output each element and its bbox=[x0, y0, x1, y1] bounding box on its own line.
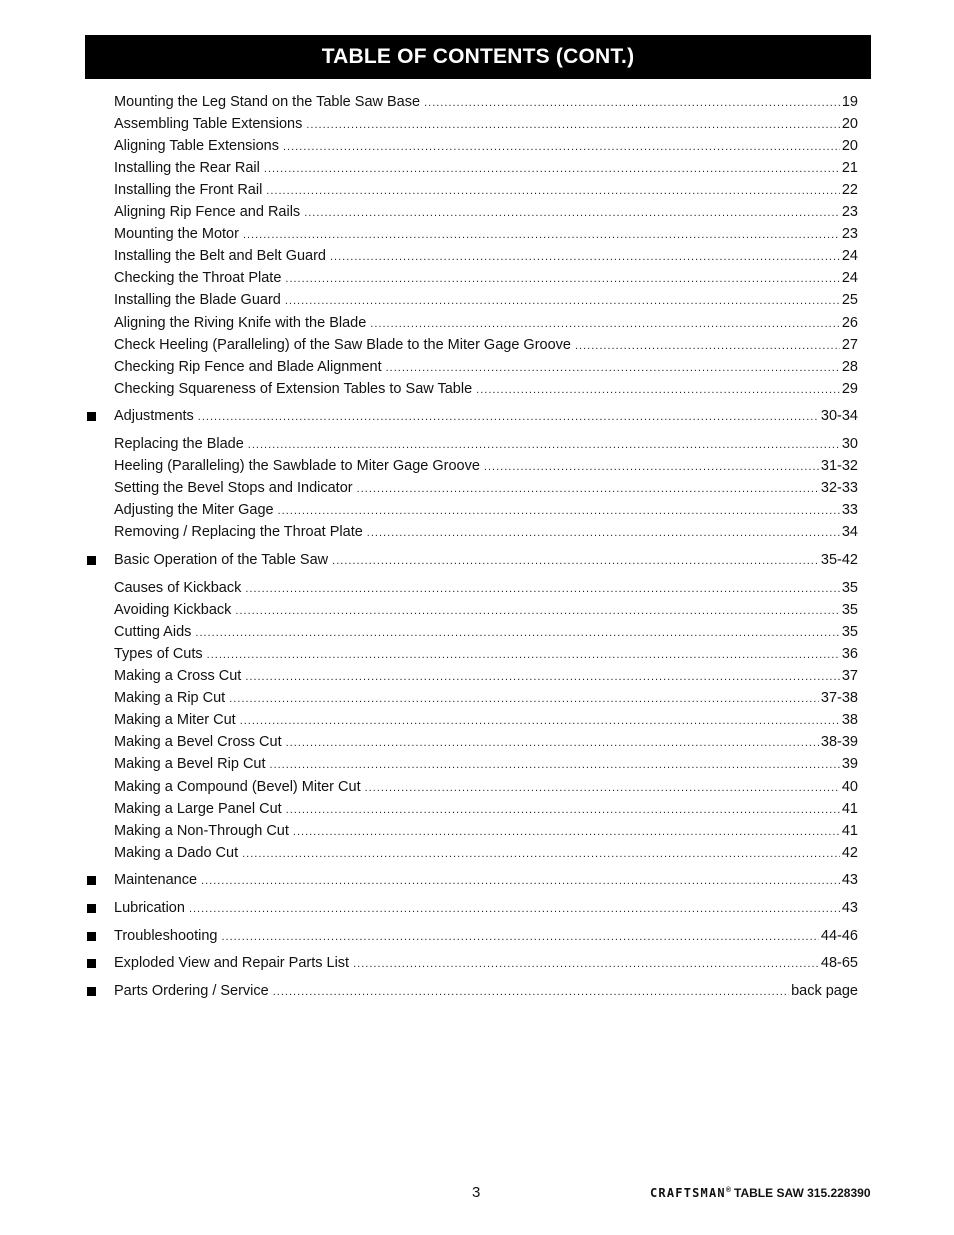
toc-entry bbox=[114, 224, 858, 244]
toc-entry-page: 24 bbox=[841, 248, 858, 265]
toc-entry-label: Causes of Kickback bbox=[114, 579, 242, 596]
toc-entry-page: 41 bbox=[841, 800, 858, 817]
toc-entry-page: 35 bbox=[841, 601, 858, 618]
dot-leader bbox=[367, 523, 840, 543]
toc-entry-label: Exploded View and Repair Parts List bbox=[114, 955, 350, 972]
dot-leader bbox=[370, 314, 840, 334]
square-bullet-icon bbox=[87, 987, 96, 996]
toc-entry-page: 20 bbox=[841, 115, 858, 132]
toc-entry bbox=[114, 92, 858, 112]
toc-entry bbox=[114, 870, 858, 890]
dot-leader bbox=[283, 137, 840, 157]
toc-entry bbox=[114, 313, 858, 333]
toc-entry bbox=[114, 180, 858, 200]
toc-entry bbox=[114, 688, 858, 708]
toc-entry-page: 39 bbox=[841, 756, 858, 773]
toc-entry-page: 42 bbox=[841, 844, 858, 861]
dot-leader bbox=[266, 181, 840, 201]
dot-leader bbox=[330, 247, 840, 267]
dot-leader bbox=[353, 954, 819, 974]
toc-entry bbox=[114, 799, 858, 819]
square-bullet-icon bbox=[87, 959, 96, 968]
toc-entry-page: 22 bbox=[841, 181, 858, 198]
toc-entry bbox=[114, 357, 858, 377]
dot-leader bbox=[484, 457, 819, 477]
toc-entry bbox=[114, 600, 858, 620]
dot-leader bbox=[221, 927, 818, 947]
toc-entry bbox=[114, 981, 858, 1001]
toc-entry bbox=[114, 522, 858, 542]
square-bullet-icon bbox=[87, 556, 96, 565]
dot-leader bbox=[245, 579, 840, 599]
dot-leader bbox=[242, 844, 840, 864]
toc-entry-page: 20 bbox=[841, 137, 858, 154]
toc-entry-page: 35 bbox=[841, 579, 858, 596]
dot-leader bbox=[245, 667, 840, 687]
dot-leader bbox=[229, 689, 819, 709]
dot-leader bbox=[476, 380, 840, 400]
toc-entry-label: Parts Ordering / Service bbox=[114, 982, 269, 999]
toc-entry-page: 31-32 bbox=[820, 458, 858, 475]
toc-entry-label: Adjustments bbox=[114, 408, 194, 425]
toc-entry-page: 48-65 bbox=[820, 955, 858, 972]
toc-entry bbox=[114, 843, 858, 863]
toc-entry-label: Making a Non-Through Cut bbox=[114, 822, 289, 839]
toc-entry bbox=[114, 290, 858, 310]
toc-entry-label: Replacing the Blade bbox=[114, 436, 244, 452]
dot-leader bbox=[365, 778, 840, 798]
square-bullet-icon bbox=[87, 412, 96, 421]
square-bullet-icon bbox=[87, 904, 96, 913]
dot-leader bbox=[293, 822, 840, 842]
toc-entry bbox=[114, 777, 858, 797]
toc-entry-page: 35 bbox=[841, 623, 858, 640]
toc-entry bbox=[114, 478, 858, 498]
footer-brand bbox=[650, 1186, 871, 1200]
dot-leader bbox=[198, 407, 819, 427]
toc-entry-label: Making a Rip Cut bbox=[114, 690, 226, 707]
toc-entry-label: Aligning Rip Fence and Rails bbox=[114, 204, 301, 220]
toc-entry bbox=[114, 666, 858, 686]
dot-leader bbox=[285, 269, 839, 289]
toc-entry-label: Installing the Rear Rail bbox=[114, 159, 260, 176]
page-title: TABLE OF CONTENTS (CONT.) bbox=[321, 45, 635, 68]
toc-entry bbox=[114, 732, 858, 752]
dot-leader bbox=[273, 982, 789, 1002]
toc-entry bbox=[114, 926, 858, 946]
toc-entry bbox=[114, 644, 858, 664]
toc-entry-page: 26 bbox=[841, 314, 858, 331]
toc-entry bbox=[114, 953, 858, 973]
toc-entry bbox=[114, 202, 858, 222]
toc-entry-label: Cutting Aids bbox=[114, 623, 192, 640]
toc-entry bbox=[114, 379, 858, 399]
toc-entry-label: Adjusting the Miter Gage bbox=[114, 502, 274, 519]
toc-entry-page: 43 bbox=[841, 900, 858, 916]
toc-entry-page: 21 bbox=[841, 159, 858, 176]
dot-leader bbox=[357, 479, 819, 499]
toc-entry bbox=[114, 500, 858, 520]
dot-leader bbox=[286, 800, 840, 820]
toc-entry-label: Making a Bevel Rip Cut bbox=[114, 756, 266, 773]
toc-entry-label: Mounting the Motor bbox=[114, 226, 239, 243]
toc-entry-label: Making a Large Panel Cut bbox=[114, 800, 282, 817]
toc-entry-page: 35-42 bbox=[820, 552, 858, 568]
toc-entry bbox=[114, 821, 858, 841]
toc-entry-label: Removing / Replacing the Throat Plate bbox=[114, 524, 363, 541]
toc-entry-page: 19 bbox=[841, 93, 858, 110]
toc-entry-page: 30 bbox=[841, 436, 858, 452]
toc-entry bbox=[114, 335, 858, 355]
toc-entry-label: Checking Squareness of Extension Tables to Saw Table bbox=[114, 380, 473, 397]
toc-entry-page: back page bbox=[791, 982, 858, 999]
toc-entry-label: Lubrication bbox=[114, 900, 185, 916]
toc-entry-page: 23 bbox=[841, 204, 858, 220]
toc-entry-label: Heeling (Paralleling) the Sawblade to Miter Gage Groove bbox=[114, 458, 480, 475]
toc-entry-page: 40 bbox=[841, 778, 858, 795]
dot-leader bbox=[278, 501, 840, 521]
toc-entry-label: Installing the Front Rail bbox=[114, 181, 263, 198]
toc-entry-label: Types of Cuts bbox=[114, 645, 203, 662]
dot-leader bbox=[189, 899, 840, 919]
toc-entry-label: Mounting the Leg Stand on the Table Saw Base bbox=[114, 93, 421, 110]
toc-entry-label: Checking Rip Fence and Blade Alignment bbox=[114, 358, 382, 375]
square-bullet-icon bbox=[87, 932, 96, 941]
dot-leader bbox=[195, 623, 839, 643]
toc-entry-page: 32-33 bbox=[820, 480, 858, 497]
brand-logo: CRAFTSMAN bbox=[650, 1186, 726, 1200]
dot-leader bbox=[332, 551, 819, 571]
toc-entry bbox=[114, 246, 858, 266]
toc-entry bbox=[114, 158, 858, 178]
dot-leader bbox=[424, 93, 840, 113]
toc-entry-page: 37 bbox=[841, 668, 858, 684]
dot-leader bbox=[286, 733, 819, 753]
toc-entry bbox=[114, 622, 858, 642]
header-bar bbox=[85, 35, 871, 79]
dot-leader bbox=[240, 711, 840, 731]
toc-entry-label: Aligning Table Extensions bbox=[114, 137, 279, 154]
toc-entry-label: Check Heeling (Paralleling) of the Saw Blade to the Miter Gage Groove bbox=[114, 336, 571, 353]
toc-entry-label: Making a Bevel Cross Cut bbox=[114, 734, 282, 751]
dot-leader bbox=[235, 601, 839, 621]
toc-entry-page: 38 bbox=[841, 712, 858, 729]
toc-entry bbox=[114, 898, 858, 918]
toc-entry-label: Making a Compound (Bevel) Miter Cut bbox=[114, 778, 361, 795]
dot-leader bbox=[575, 336, 840, 356]
toc-entry-page: 33 bbox=[841, 502, 858, 519]
dot-leader bbox=[270, 755, 840, 775]
toc-entry-page: 25 bbox=[841, 292, 858, 309]
toc-entry-page: 30-34 bbox=[820, 408, 858, 425]
toc-entry-label: Checking the Throat Plate bbox=[114, 270, 282, 287]
toc-entry-page: 23 bbox=[841, 226, 858, 243]
toc-entry-label: Making a Dado Cut bbox=[114, 844, 239, 861]
toc-entry-label: Setting the Bevel Stops and Indicator bbox=[114, 480, 353, 497]
toc-entry bbox=[114, 578, 858, 598]
registered-mark: ® bbox=[725, 1187, 731, 1194]
page-number: 3 bbox=[472, 1184, 481, 1201]
toc-entry-label: Installing the Belt and Belt Guard bbox=[114, 248, 326, 265]
toc-entry-label: Troubleshooting bbox=[114, 927, 218, 944]
toc-entry-page: 38-39 bbox=[820, 734, 858, 751]
toc-entry bbox=[114, 710, 858, 730]
toc-entry-label: Making a Miter Cut bbox=[114, 712, 236, 729]
toc-entry-page: 27 bbox=[841, 336, 858, 353]
dot-leader bbox=[304, 203, 840, 223]
toc-entry bbox=[114, 114, 858, 134]
toc-entry-label: Assembling Table Extensions bbox=[114, 115, 303, 132]
toc-entry-page: 41 bbox=[841, 822, 858, 839]
toc-entry-page: 37-38 bbox=[820, 690, 858, 707]
dot-leader bbox=[248, 435, 840, 455]
dot-leader bbox=[386, 358, 840, 378]
toc-entry-page: 24 bbox=[841, 270, 858, 287]
toc-entry-page: 28 bbox=[841, 358, 858, 375]
toc-entry bbox=[114, 268, 858, 288]
toc-entry-page: 44-46 bbox=[820, 927, 858, 944]
toc-entry-page: 36 bbox=[841, 645, 858, 662]
toc-entry bbox=[114, 136, 858, 156]
toc-entry-label: Installing the Blade Guard bbox=[114, 292, 281, 309]
dot-leader bbox=[243, 225, 840, 245]
toc-entry bbox=[114, 550, 858, 570]
toc-entry-label: Basic Operation of the Table Saw bbox=[114, 552, 329, 568]
dot-leader bbox=[285, 291, 840, 311]
dot-leader bbox=[201, 871, 840, 891]
toc-entry-page: 29 bbox=[841, 380, 858, 397]
dot-leader bbox=[207, 645, 840, 665]
dot-leader bbox=[306, 115, 840, 135]
toc-entry-label: Making a Cross Cut bbox=[114, 668, 242, 684]
toc-entry-page: 34 bbox=[841, 524, 858, 541]
toc-entry bbox=[114, 754, 858, 774]
toc-entry bbox=[114, 406, 858, 426]
dot-leader bbox=[264, 159, 840, 179]
toc-entry-label: Maintenance bbox=[114, 872, 198, 889]
toc-entry bbox=[114, 456, 858, 476]
toc-entry-label: Aligning the Riving Knife with the Blade bbox=[114, 314, 367, 331]
square-bullet-icon bbox=[87, 876, 96, 885]
toc-entry bbox=[114, 434, 858, 454]
toc-entry-label: Avoiding Kickback bbox=[114, 601, 232, 618]
toc-entry-page: 43 bbox=[841, 872, 858, 889]
model-label: TABLE SAW 315.228390 bbox=[734, 1186, 871, 1200]
